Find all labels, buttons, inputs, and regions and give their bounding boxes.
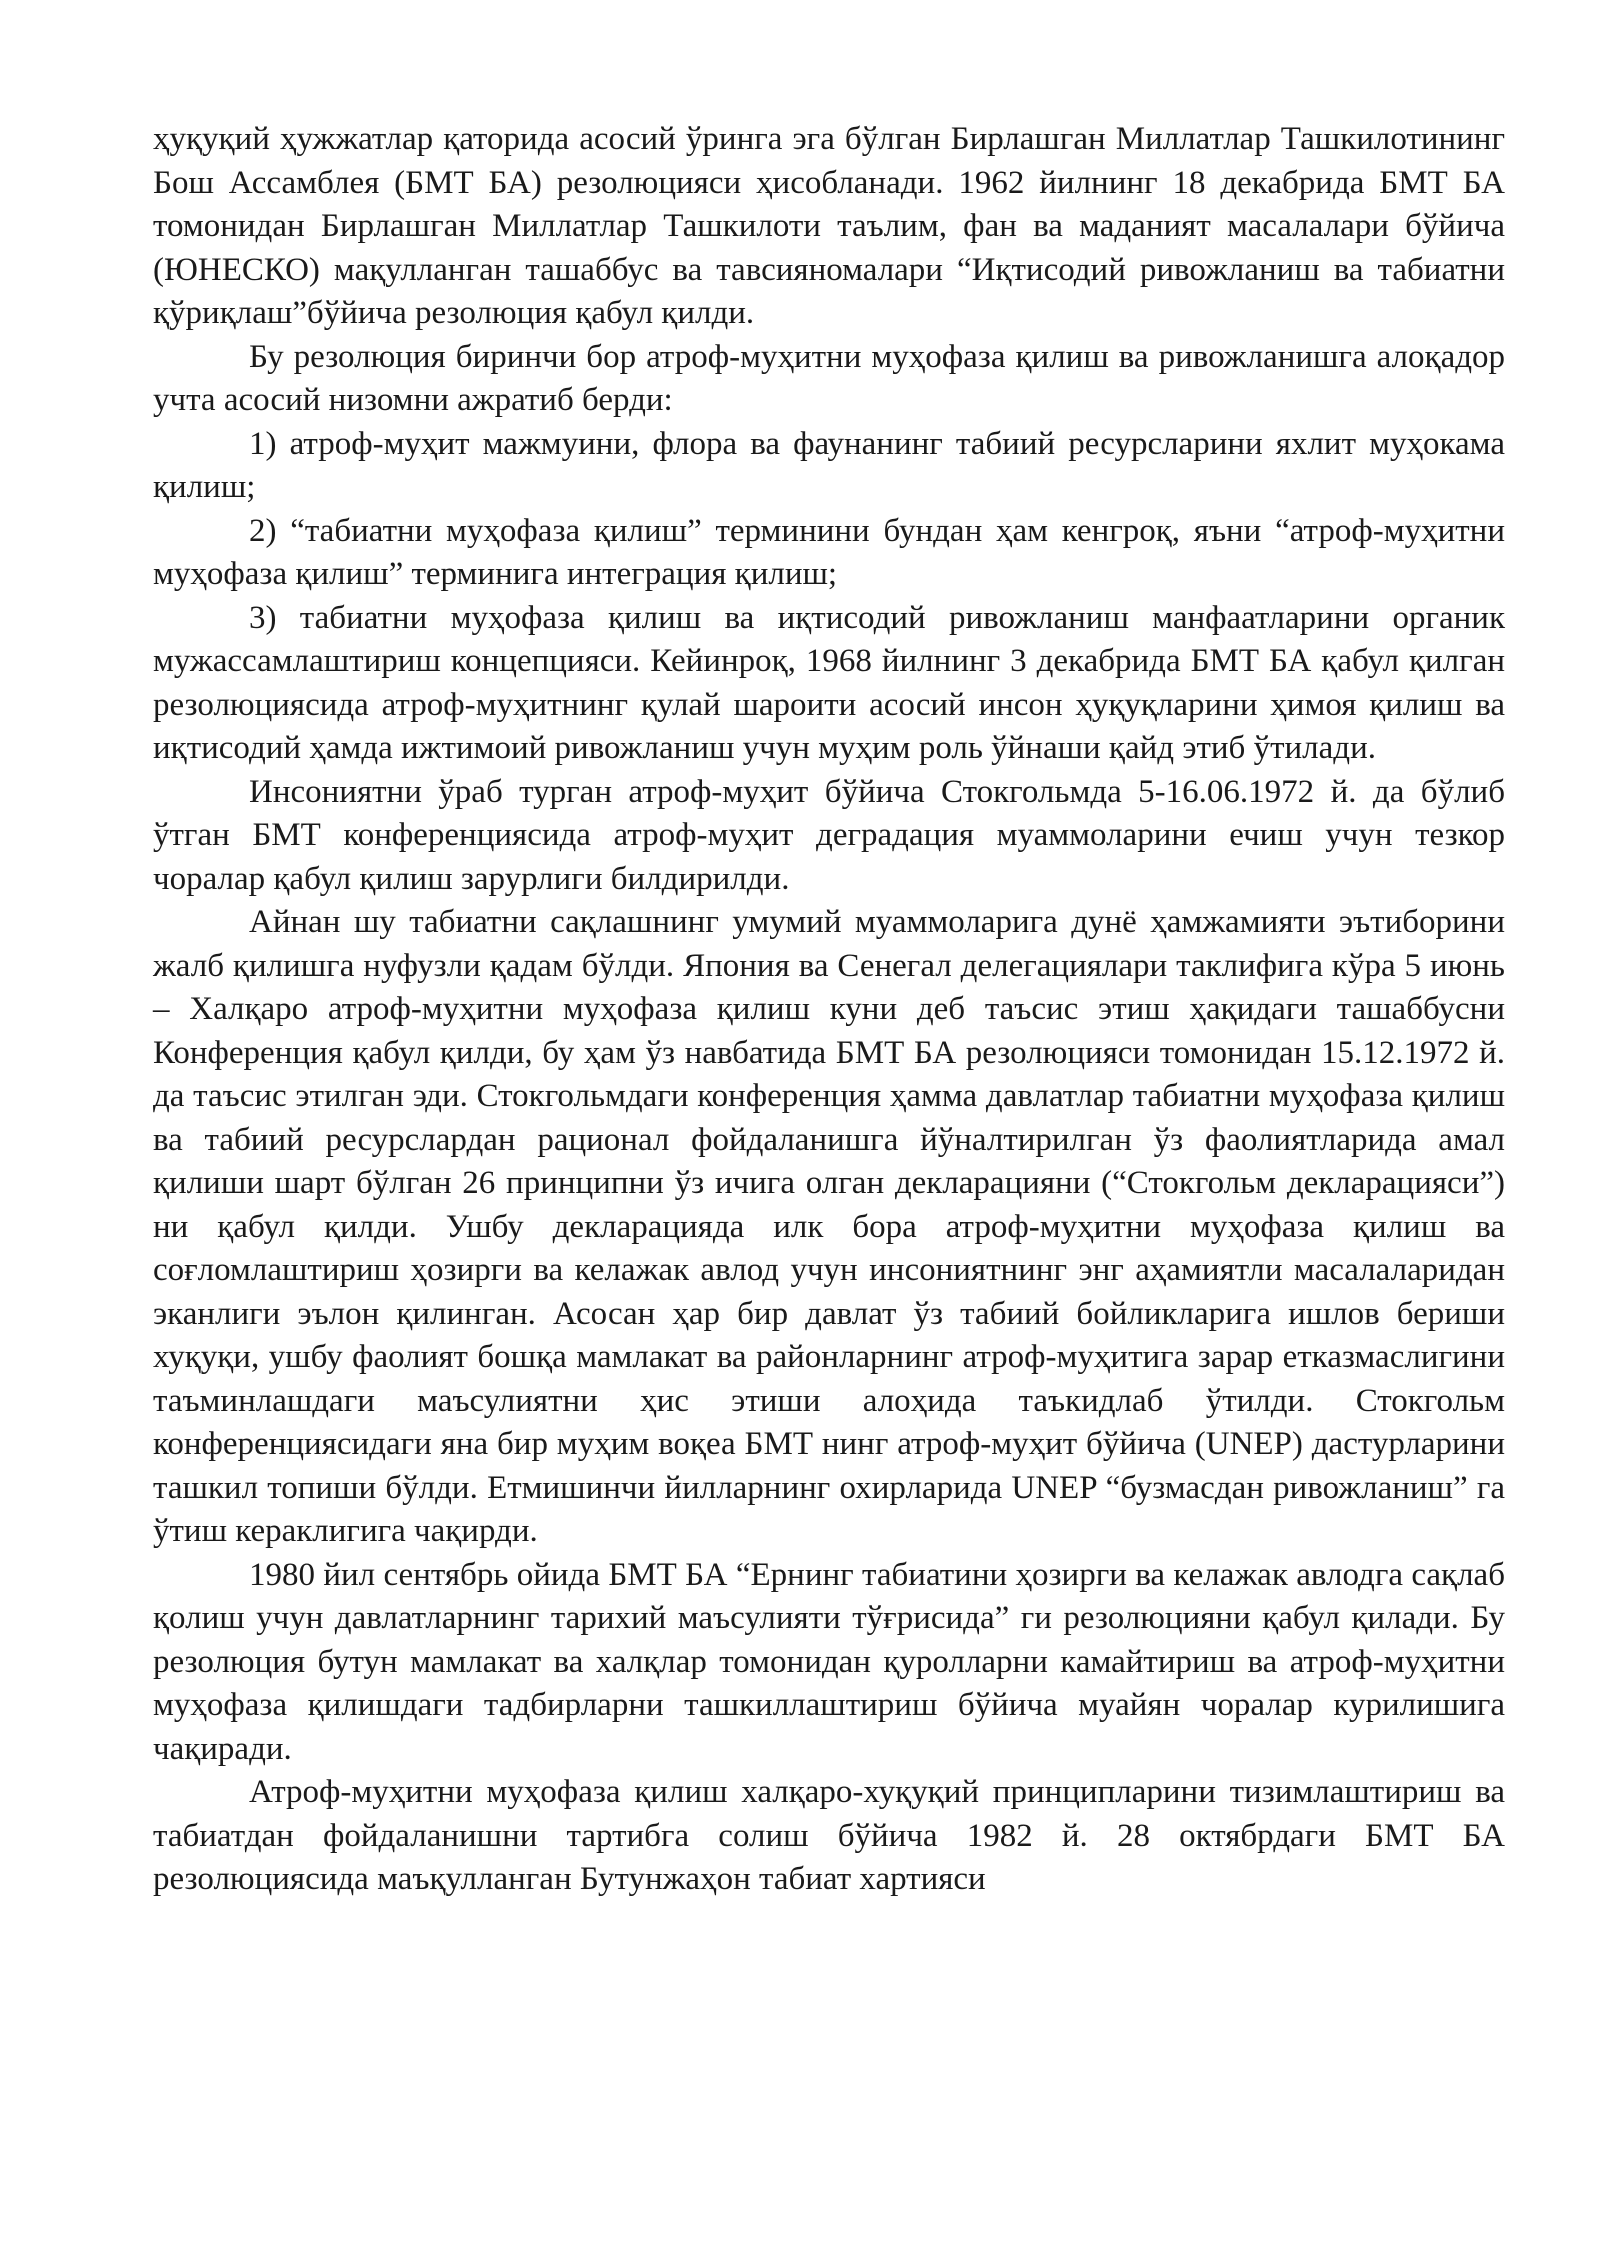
list-item: 2) “табиатни муҳофаза қилиш” терминини бундан ҳам кенгроқ, яъни “атроф-муҳитни муҳофаза қилиш” терминига интеграция қилиш; xyxy=(153,512,1505,592)
document-page xyxy=(153,118,1505,1902)
paragraph: Айнан шу табиатни сақлашнинг умумий муаммоларига дунё ҳамжамияти эътиборини жалб қилишга нуфузли қадам бўлди. Япония ва Сенегал делегациялари таклифига кўра 5 июнь – Халқаро атроф-муҳитни муҳофаза қилиш куни деб таъсис этиш ҳақидаги ташаббусни Конференция қабул қилди, бу ҳам ўз навбатида БМТ БА резолюцияси томонидан 15.12.1972 й. да таъсис этилган эди. Стокгольмдаги конференция ҳамма давлатлар табиатни муҳофаза қилиш ва табиий ресурслардан рационал фойдаланишга йўналтирилган ўз фаолиятларида амал қилиши шарт бўлган 26 принципни ўз ичига олган декларацияни (“Стокгольм декларацияси”) ни қабул қилди. Ушбу декларацияда илк бора атроф-муҳитни муҳофаза қилиш ва соғломлаштириш ҳозирги ва келажак авлод учун инсониятнинг энг аҳамиятли масалаларидан эканлиги эълон қилинган. Асосан ҳар бир давлат ўз табиий бойликларига ишлов бериши хуқуқи, ушбу фаолият бошқа мамлакат ва районларнинг атроф-муҳитига зарар етказмаслигини таъминлашдаги маъсулиятни ҳис этиши алоҳида таъкидлаб ўтилди. Стокгольм конференциясидаги яна бир муҳим воқеа БМТ нинг атроф-муҳит бўйича (UNEP) дастурларини ташкил топиши бўлди. Етмишинчи йилларнинг охирларида UNEP “бузмасдан ривожланиш” га ўтиш кераклигига чақирди. xyxy=(153,904,1505,1549)
paragraph: Инсониятни ўраб турган атроф-муҳит бўйича Стокгольмда 5-16.06.1972 й. да бўлиб ўтган БМТ конференциясида атроф-муҳит деградация муаммоларини ечиш учун тезкор чоралар қабул қилиш зарурлиги билдирилди. xyxy=(153,773,1505,897)
list-item: 1) атроф-муҳит мажмуини, флора ва фаунанинг табиий ресурсларини яхлит муҳокама қилиш; xyxy=(153,425,1505,505)
paragraph: Атроф-муҳитни муҳофаза қилиш халқаро-хуқуқий принципларини тизимлаштириш ва табиатдан фойдаланишни тартибга солиш бўйича 1982 й. 28 октябрдаги БМТ БА резолюциясида маъқулланган Бутунжаҳон табиат хартияси xyxy=(153,1774,1505,1897)
paragraph: 1980 йил сентябрь ойида БМТ БА “Ернинг табиатини ҳозирги ва келажак авлодга сақлаб қолиш учун давлатларнинг тарихий маъсулияти тўғрисида” ги резолюцияни қабул қилади. Бу резолюция бутун мамлакат ва халқлар томонидан қуролларни камайтириш ва атроф-муҳитни муҳофаза қилишдаги тадбирларни ташкиллаштириш бўйича муайян чоралар курилишига чақиради. xyxy=(153,1556,1505,1767)
paragraph: ҳуқуқий ҳужжатлар қаторида асосий ўринга эга бўлган Бирлашган Миллатлар Ташкилотининг Бош Ассамблея (БМТ БА) резолюцияси ҳисобланади. 1962 йилнинг 18 декабрида БМТ БА томонидан Бирлашган Миллатлар Ташкилоти таълим, фан ва маданият масалалари бўйича (ЮНЕСКО) мақулланган ташаббус ва тавсияномалари “Иқтисодий ривожланиш ва табиатни қўриқлаш”бўйича резолюция қабул қилди. xyxy=(153,121,1505,331)
paragraph: Бу резолюция биринчи бор атроф-муҳитни муҳофаза қилиш ва ривожланишга алоқадор учта асосий низомни ажратиб берди: xyxy=(153,338,1505,418)
list-item: 3) табиатни муҳофаза қилиш ва иқтисодий ривожланиш манфаатларини органик мужассамлаштириш концепцияси. Кейинроқ, 1968 йилнинг 3 декабрида БМТ БА қабул қилган резолюциясида атроф-муҳитнинг қулай шароити асосий инсон ҳуқуқларини ҳимоя қилиш ва иқтисодий ҳамда ижтимоий ривожланиш учун муҳим роль ўйнаши қайд этиб ўтилади. xyxy=(153,599,1505,766)
